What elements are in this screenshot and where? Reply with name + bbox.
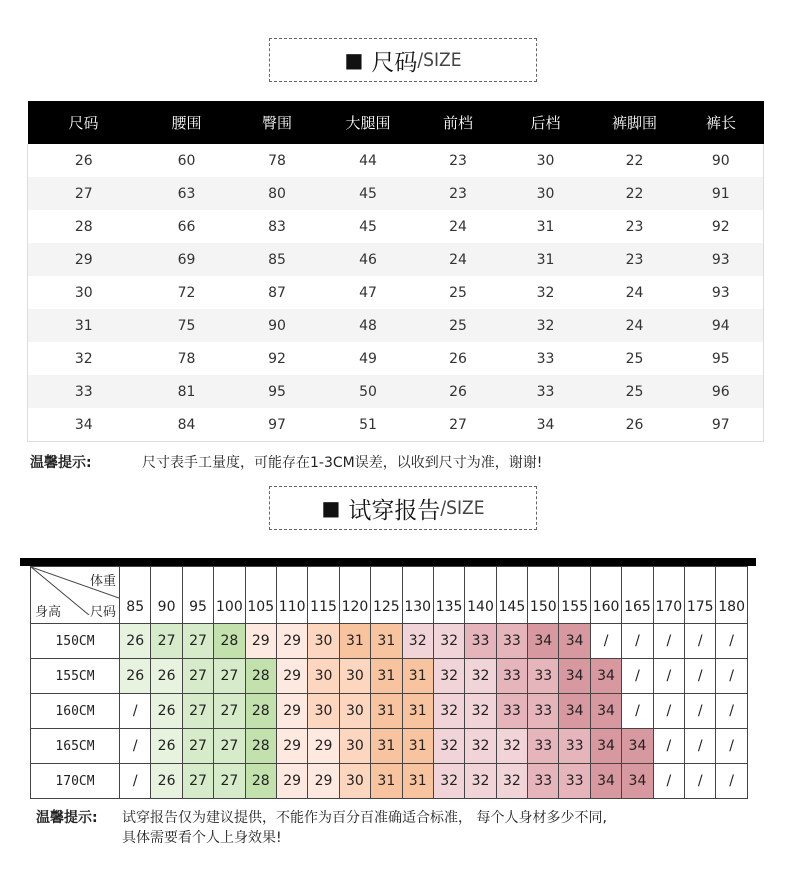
weight-col-header: 160 (590, 567, 621, 624)
size-cell: 45 (321, 177, 416, 210)
trial-size-cell: 33 (496, 659, 527, 694)
size-cell: 66 (177, 218, 196, 235)
size-cell: 72 (177, 284, 196, 301)
weight-col-header: 170 (653, 567, 684, 624)
trial-size-cell: / (685, 659, 716, 694)
trial-size-cell: 30 (339, 694, 370, 729)
trial-size-cell: 34 (559, 624, 590, 659)
trial-size-cell: 29 (276, 694, 307, 729)
height-row-header: 150CM (31, 624, 120, 659)
table-row (31, 694, 748, 729)
trial-size-cell: / (590, 624, 621, 659)
size-table (27, 101, 764, 442)
trial-size-cell: 31 (371, 659, 402, 694)
trial-size-cell: 27 (182, 764, 213, 799)
size-cell: 31 (28, 309, 140, 342)
trial-size-cell: 27 (151, 624, 182, 659)
trial-size-cell: / (685, 729, 716, 764)
trial-size-cell: 26 (151, 764, 182, 799)
size-cell: 85 (234, 243, 321, 276)
trial-size-cell: 30 (308, 694, 339, 729)
size-section-title (269, 38, 537, 82)
trial-size-cell: 28 (245, 659, 276, 694)
trial-size-cell: / (685, 624, 716, 659)
trial-table-body (31, 624, 748, 799)
size-cell: 30 (536, 152, 555, 169)
size-cell: 32 (536, 284, 555, 301)
trial-size-cell: 34 (590, 694, 621, 729)
size-cell: 25 (625, 350, 644, 367)
trial-title-cn: 试穿报告 (348, 497, 441, 524)
corner-size-label: 尺码 (89, 605, 116, 620)
trial-size-cell: 29 (276, 624, 307, 659)
trial-size-cell: / (120, 694, 151, 729)
square-bullet-icon: ■ (344, 48, 364, 72)
size-cell: 44 (359, 152, 377, 169)
trial-size-cell: / (653, 764, 684, 799)
weight-col-header: 125 (371, 567, 402, 624)
size-cell: 60 (177, 152, 196, 169)
weight-col-header: 180 (716, 567, 747, 624)
trial-size-cell: 32 (433, 764, 464, 799)
size-cell: 92 (711, 218, 730, 235)
trial-size-cell: 27 (214, 659, 245, 694)
trial-size-cell: 27 (214, 729, 245, 764)
table-row (28, 309, 764, 342)
trial-size-cell: / (716, 764, 747, 799)
trial-corner-cell (31, 567, 120, 624)
weight-col-header: 140 (465, 567, 496, 624)
trial-tip-line1: 试穿报告仅为建议提供，不能作为百分百准确适合标准， 每个人身材多少不同, (122, 810, 607, 826)
trial-tip-line2: 具体需要看个人上身效果! (122, 830, 282, 846)
weight-col-header: 110 (276, 567, 307, 624)
trial-size-cell: 31 (371, 624, 402, 659)
table-row (31, 729, 748, 764)
size-cell: 95 (711, 350, 730, 367)
table-row (28, 342, 764, 375)
trial-size-cell: 33 (528, 729, 559, 764)
trial-size-cell: 33 (528, 764, 559, 799)
trial-size-cell: 33 (528, 659, 559, 694)
size-cell: 84 (177, 416, 196, 433)
trial-size-cell: 27 (214, 764, 245, 799)
trial-size-cell: / (120, 764, 151, 799)
trial-size-cell: 26 (151, 694, 182, 729)
size-cell: 94 (679, 309, 764, 342)
height-row-header: 160CM (31, 694, 120, 729)
table-row (28, 276, 764, 309)
size-cell: 90 (234, 309, 321, 342)
trial-size-cell: 28 (214, 624, 245, 659)
size-cell: 87 (268, 284, 286, 301)
size-col-header: 后档 (501, 101, 591, 144)
trial-size-cell: 28 (245, 694, 276, 729)
trial-size-cell: 32 (465, 694, 496, 729)
height-row-header: 155CM (31, 659, 120, 694)
weight-col-header: 145 (496, 567, 527, 624)
trial-size-cell: 26 (151, 729, 182, 764)
table-row (31, 624, 748, 659)
size-cell: 93 (679, 243, 764, 276)
size-cell: 24 (625, 284, 644, 301)
trial-size-cell: 28 (245, 764, 276, 799)
size-cell: 26 (74, 152, 93, 169)
height-row-header: 165CM (31, 729, 120, 764)
size-cell: 23 (625, 218, 644, 235)
size-cell: 31 (536, 218, 555, 235)
size-cell: 78 (268, 152, 286, 169)
weight-col-header: 95 (182, 567, 213, 624)
size-cell: 30 (74, 284, 93, 301)
trial-size-cell: 29 (308, 729, 339, 764)
weight-col-header: 100 (214, 567, 245, 624)
trial-size-cell: 32 (496, 764, 527, 799)
trial-size-cell: / (716, 659, 747, 694)
size-cell: 63 (140, 177, 234, 210)
trial-title-en: /SIZE (440, 497, 485, 519)
size-cell: 31 (501, 243, 591, 276)
height-row-header: 170CM (31, 764, 120, 799)
size-cell: 30 (501, 177, 591, 210)
size-tip-text: 尺寸表手工量度，可能存在1-3CM误差，以收到尺寸为准，谢谢! (142, 455, 543, 471)
trial-tip (36, 808, 607, 846)
trial-size-cell: 32 (433, 694, 464, 729)
size-cell: 26 (625, 416, 644, 433)
trial-size-cell: / (685, 764, 716, 799)
trial-size-cell: 27 (182, 624, 213, 659)
trial-size-cell: 26 (151, 659, 182, 694)
trial-size-cell: 33 (496, 624, 527, 659)
trial-table (30, 566, 748, 799)
size-cell: 24 (449, 218, 467, 235)
size-cell: 69 (140, 243, 234, 276)
trial-size-cell: 30 (308, 659, 339, 694)
trial-size-cell: / (120, 729, 151, 764)
trial-size-cell: / (622, 659, 653, 694)
trial-size-cell: 33 (528, 694, 559, 729)
size-col-header: 前档 (416, 101, 501, 144)
size-cell: 91 (679, 177, 764, 210)
table-row (31, 659, 748, 694)
size-cell: 90 (711, 152, 730, 169)
weight-col-header: 105 (245, 567, 276, 624)
size-cell: 81 (140, 375, 234, 408)
weight-col-header: 165 (622, 567, 653, 624)
size-cell: 50 (321, 375, 416, 408)
trial-size-cell: 34 (590, 659, 621, 694)
size-table-header (28, 101, 764, 144)
size-col-header: 尺码 (28, 101, 140, 144)
trial-size-cell: 33 (465, 624, 496, 659)
trial-tip-label: 温馨提示: (36, 810, 98, 826)
trial-size-cell: 32 (402, 624, 433, 659)
size-cell: 92 (268, 350, 286, 367)
size-cell: 49 (359, 350, 377, 367)
trial-size-cell: 27 (182, 729, 213, 764)
size-cell: 75 (140, 309, 234, 342)
size-tip-label: 温馨提示: (30, 455, 92, 471)
weight-col-header: 175 (685, 567, 716, 624)
size-cell: 23 (416, 177, 501, 210)
trial-size-cell: / (622, 694, 653, 729)
size-col-header: 臀围 (234, 101, 321, 144)
trial-size-cell: 26 (120, 624, 151, 659)
trial-size-cell: 31 (402, 729, 433, 764)
trial-size-cell: 31 (339, 624, 370, 659)
size-cell: 83 (268, 218, 286, 235)
trial-size-cell: 30 (339, 659, 370, 694)
size-cell: 45 (359, 218, 377, 235)
size-cell: 25 (449, 284, 467, 301)
size-cell: 23 (449, 152, 467, 169)
weight-col-header: 90 (151, 567, 182, 624)
trial-size-cell: 32 (433, 659, 464, 694)
trial-size-cell: 31 (402, 764, 433, 799)
size-title-en: /SIZE (417, 49, 462, 71)
weight-col-header: 130 (402, 567, 433, 624)
trial-size-cell: 30 (339, 764, 370, 799)
trial-size-cell: 27 (214, 694, 245, 729)
trial-size-cell: 34 (622, 764, 653, 799)
size-table-body (28, 144, 764, 442)
trial-size-cell: 29 (276, 659, 307, 694)
trial-size-cell: 34 (528, 624, 559, 659)
table-row (28, 375, 764, 408)
trial-size-cell: / (653, 659, 684, 694)
size-col-header: 裤长 (679, 101, 764, 144)
trial-size-cell: / (653, 729, 684, 764)
size-cell: 25 (416, 309, 501, 342)
trial-size-cell: 28 (245, 729, 276, 764)
square-bullet-icon: ■ (321, 496, 341, 520)
trial-size-cell: / (716, 694, 747, 729)
size-col-header: 腰围 (140, 101, 234, 144)
weight-col-header: 85 (120, 567, 151, 624)
trial-size-cell: 34 (622, 729, 653, 764)
size-cell: 32 (74, 350, 93, 367)
size-cell: 24 (591, 309, 679, 342)
trial-size-cell: 34 (590, 729, 621, 764)
size-cell: 27 (449, 416, 467, 433)
size-cell: 51 (359, 416, 377, 433)
size-cell: 96 (679, 375, 764, 408)
trial-size-cell: 27 (182, 659, 213, 694)
table-row (28, 408, 764, 442)
trial-size-cell: 31 (402, 659, 433, 694)
size-cell: 28 (74, 218, 93, 235)
trial-size-cell: 30 (308, 624, 339, 659)
weight-col-header: 150 (528, 567, 559, 624)
trial-size-cell: 33 (496, 694, 527, 729)
trial-size-cell: / (653, 624, 684, 659)
size-cell: 22 (625, 152, 644, 169)
size-cell: 34 (74, 416, 93, 433)
size-cell: 25 (591, 375, 679, 408)
size-cell: 33 (536, 350, 555, 367)
trial-size-cell: 29 (276, 729, 307, 764)
trial-size-cell: 32 (465, 729, 496, 764)
trial-size-cell: / (622, 624, 653, 659)
size-cell: 32 (501, 309, 591, 342)
size-cell: 97 (711, 416, 730, 433)
size-cell: 33 (501, 375, 591, 408)
size-cell: 97 (268, 416, 286, 433)
trial-size-cell: 33 (559, 729, 590, 764)
trial-size-cell: 26 (120, 659, 151, 694)
size-col-header: 大腿围 (321, 101, 416, 144)
trial-size-cell: / (653, 694, 684, 729)
size-tip (30, 452, 543, 472)
table-row (28, 243, 764, 276)
trial-size-cell: 30 (339, 729, 370, 764)
trial-size-cell: 34 (590, 764, 621, 799)
trial-size-cell: / (716, 729, 747, 764)
trial-size-cell: 34 (559, 694, 590, 729)
table-row (28, 177, 764, 210)
trial-size-cell: 27 (182, 694, 213, 729)
weight-col-header: 155 (559, 567, 590, 624)
size-cell: 78 (177, 350, 196, 367)
trial-size-cell: 32 (465, 764, 496, 799)
trial-size-cell: 34 (559, 659, 590, 694)
size-cell: 95 (234, 375, 321, 408)
trial-table-top-band (20, 558, 756, 566)
size-cell: 47 (359, 284, 377, 301)
trial-section-title (269, 486, 537, 530)
trial-size-cell: 31 (371, 729, 402, 764)
size-cell: 26 (416, 375, 501, 408)
size-cell: 29 (28, 243, 140, 276)
trial-table-header (31, 567, 748, 624)
trial-size-cell: / (685, 694, 716, 729)
size-cell: 48 (321, 309, 416, 342)
trial-size-cell: 32 (433, 729, 464, 764)
table-row (28, 144, 764, 177)
trial-size-cell: 32 (496, 729, 527, 764)
size-cell: 24 (416, 243, 501, 276)
trial-size-cell: 29 (308, 764, 339, 799)
weight-col-header: 115 (308, 567, 339, 624)
corner-height-label: 身高 (35, 605, 62, 620)
size-cell: 93 (711, 284, 730, 301)
size-cell: 46 (321, 243, 416, 276)
trial-size-cell: / (716, 624, 747, 659)
weight-col-header: 120 (339, 567, 370, 624)
corner-weight-label: 体重 (89, 574, 116, 589)
trial-size-cell: 29 (276, 764, 307, 799)
trial-size-cell: 31 (402, 694, 433, 729)
size-cell: 80 (234, 177, 321, 210)
trial-size-cell: 32 (465, 659, 496, 694)
weight-col-header: 135 (433, 567, 464, 624)
size-cell: 26 (449, 350, 467, 367)
size-cell: 33 (28, 375, 140, 408)
table-row (31, 764, 748, 799)
size-cell: 27 (28, 177, 140, 210)
table-row (28, 210, 764, 243)
trial-size-cell: 31 (371, 694, 402, 729)
size-cell: 23 (591, 243, 679, 276)
size-col-header: 裤脚围 (591, 101, 679, 144)
trial-size-cell: 31 (371, 764, 402, 799)
size-cell: 34 (536, 416, 555, 433)
size-cell: 22 (591, 177, 679, 210)
trial-size-cell: 32 (433, 624, 464, 659)
size-title-cn: 尺码 (371, 49, 418, 76)
trial-size-cell: 33 (559, 764, 590, 799)
trial-size-cell: 29 (245, 624, 276, 659)
